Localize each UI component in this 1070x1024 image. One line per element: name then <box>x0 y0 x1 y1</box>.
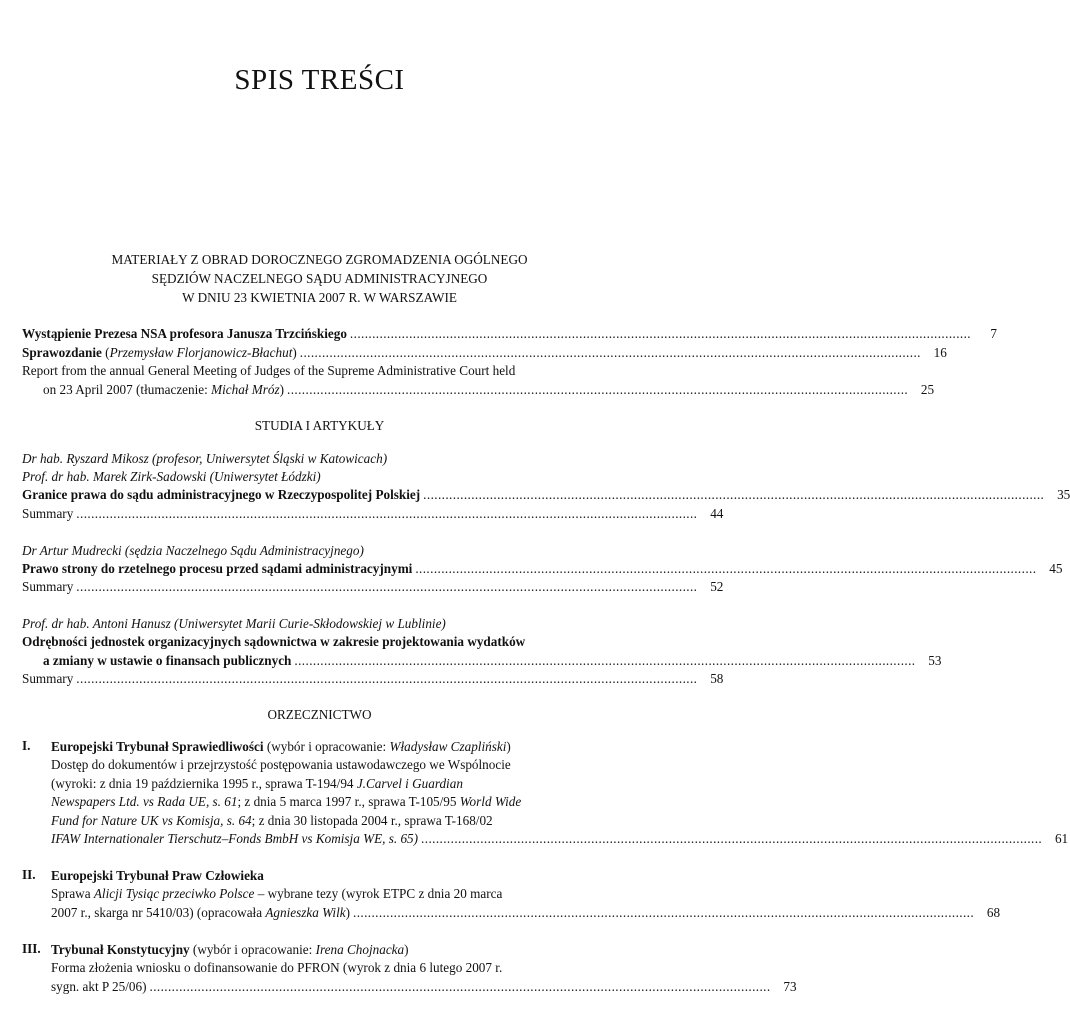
entry-text-line: Forma złożenia wniosku o dofinansowanie do PFRON (wyrok z dnia 6 lutego 2007 r. <box>51 960 503 975</box>
page-number: 7 <box>990 326 997 341</box>
entry-title: a zmiany w ustawie o finansach publicznych <box>43 653 292 668</box>
toc-entry-sprawozdanie[interactable] <box>22 344 947 362</box>
page-number: 52 <box>710 579 724 594</box>
author-line: Dr Artur Mudrecki (sędzia Naczelnego Sądu Administracyjnego) <box>22 543 364 558</box>
toc-entry-wystapienie[interactable] <box>22 325 997 343</box>
toc-entry-tk[interactable] <box>51 978 797 996</box>
dot-leader: ........................................................................................................................................................................ <box>299 345 921 360</box>
entry-title: on 23 April 2007 (tłumaczenie: Michał Mróz) <box>43 382 285 397</box>
dot-leader: ........................................................................................................................................................................ <box>149 979 771 994</box>
page-number: 73 <box>783 979 797 994</box>
page-number: 53 <box>928 653 942 668</box>
dot-leader: ........................................................................................................................................................................ <box>349 326 971 341</box>
dot-leader: ........................................................................................................................................................................ <box>421 831 1043 846</box>
entry-title: IFAW Internationaler Tierschutz–Fonds BmbH vs Komisja WE, s. 65) <box>51 831 419 846</box>
section-heading-studia: STUDIA I ARTYKUŁY <box>254 418 385 433</box>
entry-text-line: (wyroki: z dnia 19 października 1995 r., sprawa T-194/94 J.Carvel i Guardian <box>51 776 463 791</box>
dot-leader: ........................................................................................................................................................................ <box>76 671 698 686</box>
roman-numeral: II. <box>22 867 36 882</box>
toc-entry-prawo-strony[interactable] <box>22 560 1063 578</box>
page-number: 35 <box>1057 487 1070 502</box>
entry-title: Summary <box>22 579 74 594</box>
entry-text-line: Sprawa Alicji Tysiąc przeciwko Polsce – wybrane tezy (wyrok ETPC z dnia 20 marca <box>51 886 503 901</box>
toc-entry-ets[interactable] <box>51 830 1069 848</box>
roman-numeral: III. <box>22 941 41 956</box>
entry-title: Summary <box>22 506 74 521</box>
entry-title-line1: Odrębności jednostek organizacyjnych sądownictwa w zakresie projektowania wydatków <box>22 634 526 649</box>
dot-leader: ........................................................................................................................................................................ <box>294 653 916 668</box>
entry-text-line: Dostęp do dokumentów i przejrzystość postępowania ustawodawczego we Wspólnocie <box>51 757 511 772</box>
section-heading-materialy-line1: MATERIAŁY Z OBRAD DOROCZNEGO ZGROMADZENIA OGÓLNEGO <box>111 252 528 267</box>
section-heading-materialy-line2: SĘDZIÓW NACZELNEGO SĄDU ADMINISTRACYJNEGO <box>151 271 488 286</box>
dot-leader: ........................................................................................................................................................................ <box>423 487 1045 502</box>
toc-entry-report-line1: Report from the annual General Meeting of Judges of the Supreme Administrative Court held <box>22 363 516 378</box>
entry-text-line: Newspapers Ltd. vs Rada UE, s. 61; z dnia 5 marca 1997 r., sprawa T-105/95 World Wide <box>51 794 522 809</box>
dot-leader: ........................................................................................................................................................................ <box>415 561 1037 576</box>
dot-leader: ........................................................................................................................................................................ <box>76 579 698 594</box>
entry-title: Sprawozdanie (Przemysław Florjanowicz-Błachut) <box>22 345 297 360</box>
toc-entry-summary[interactable] <box>22 505 724 523</box>
page-number: 16 <box>933 345 947 360</box>
section-heading-orzecznictwo: ORZECZNICTWO <box>267 707 372 722</box>
toc-entry-granice-prawa[interactable] <box>22 486 1070 504</box>
page-number: 61 <box>1054 831 1069 846</box>
entry-title: Summary <box>22 671 74 686</box>
dot-leader: ........................................................................................................................................................................ <box>353 905 975 920</box>
entry-title: Wystąpienie Prezesa NSA profesora Janusza Trzcińskiego <box>22 326 347 341</box>
entry-title: Granice prawa do sądu administracyjnego w Rzeczypospolitej Polskiej <box>22 487 421 502</box>
toc-entry-etpc[interactable] <box>51 904 1001 922</box>
court-heading-etpc: Europejski Trybunał Praw Człowieka <box>51 868 264 883</box>
toc-entry-report[interactable] <box>22 381 935 399</box>
page-number: 68 <box>986 905 1001 920</box>
court-heading-ets: Europejski Trybunał Sprawiedliwości (wybór i opracowanie: Władysław Czapliński) <box>51 739 511 754</box>
toc-entry-summary[interactable] <box>22 578 724 596</box>
page-number: 44 <box>710 506 724 521</box>
entry-title: Prawo strony do rzetelnego procesu przed sądami administracyjnymi <box>22 561 413 576</box>
entry-title: sygn. akt P 25/06) <box>51 979 147 994</box>
author-line: Prof. dr hab. Antoni Hanusz (Uniwersytet Marii Curie-Skłodowskiej w Lublinie) <box>22 616 446 631</box>
roman-numeral: I. <box>22 738 31 753</box>
page-title: SPIS TREŚCI <box>234 64 405 96</box>
author-line: Prof. dr hab. Marek Zirk-Sadowski (Uniwersytet Łódzki) <box>22 469 321 484</box>
entry-text-line: Fund for Nature UK vs Komisja, s. 64; z dnia 30 listopada 2004 r., sprawa T-168/02 <box>51 813 493 828</box>
page-number: 45 <box>1049 561 1063 576</box>
dot-leader: ........................................................................................................................................................................ <box>76 506 698 521</box>
court-heading-tk: Trybunał Konstytucyjny (wybór i opracowanie: Irena Chojnacka) <box>51 942 409 957</box>
dot-leader: ........................................................................................................................................................................ <box>287 382 909 397</box>
section-heading-materialy-line3: W DNIU 23 KWIETNIA 2007 R. W WARSZAWIE <box>182 290 457 305</box>
toc-entry-odrebnosci[interactable] <box>22 652 942 670</box>
page-number: 25 <box>920 382 935 397</box>
toc-entry-summary[interactable] <box>22 670 724 688</box>
author-line: Dr hab. Ryszard Mikosz (profesor, Uniwersytet Śląski w Katowicach) <box>22 451 388 466</box>
page-number: 58 <box>710 671 724 686</box>
entry-title: 2007 r., skarga nr 5410/03) (opracowała Agnieszka Wilk) <box>51 905 350 920</box>
